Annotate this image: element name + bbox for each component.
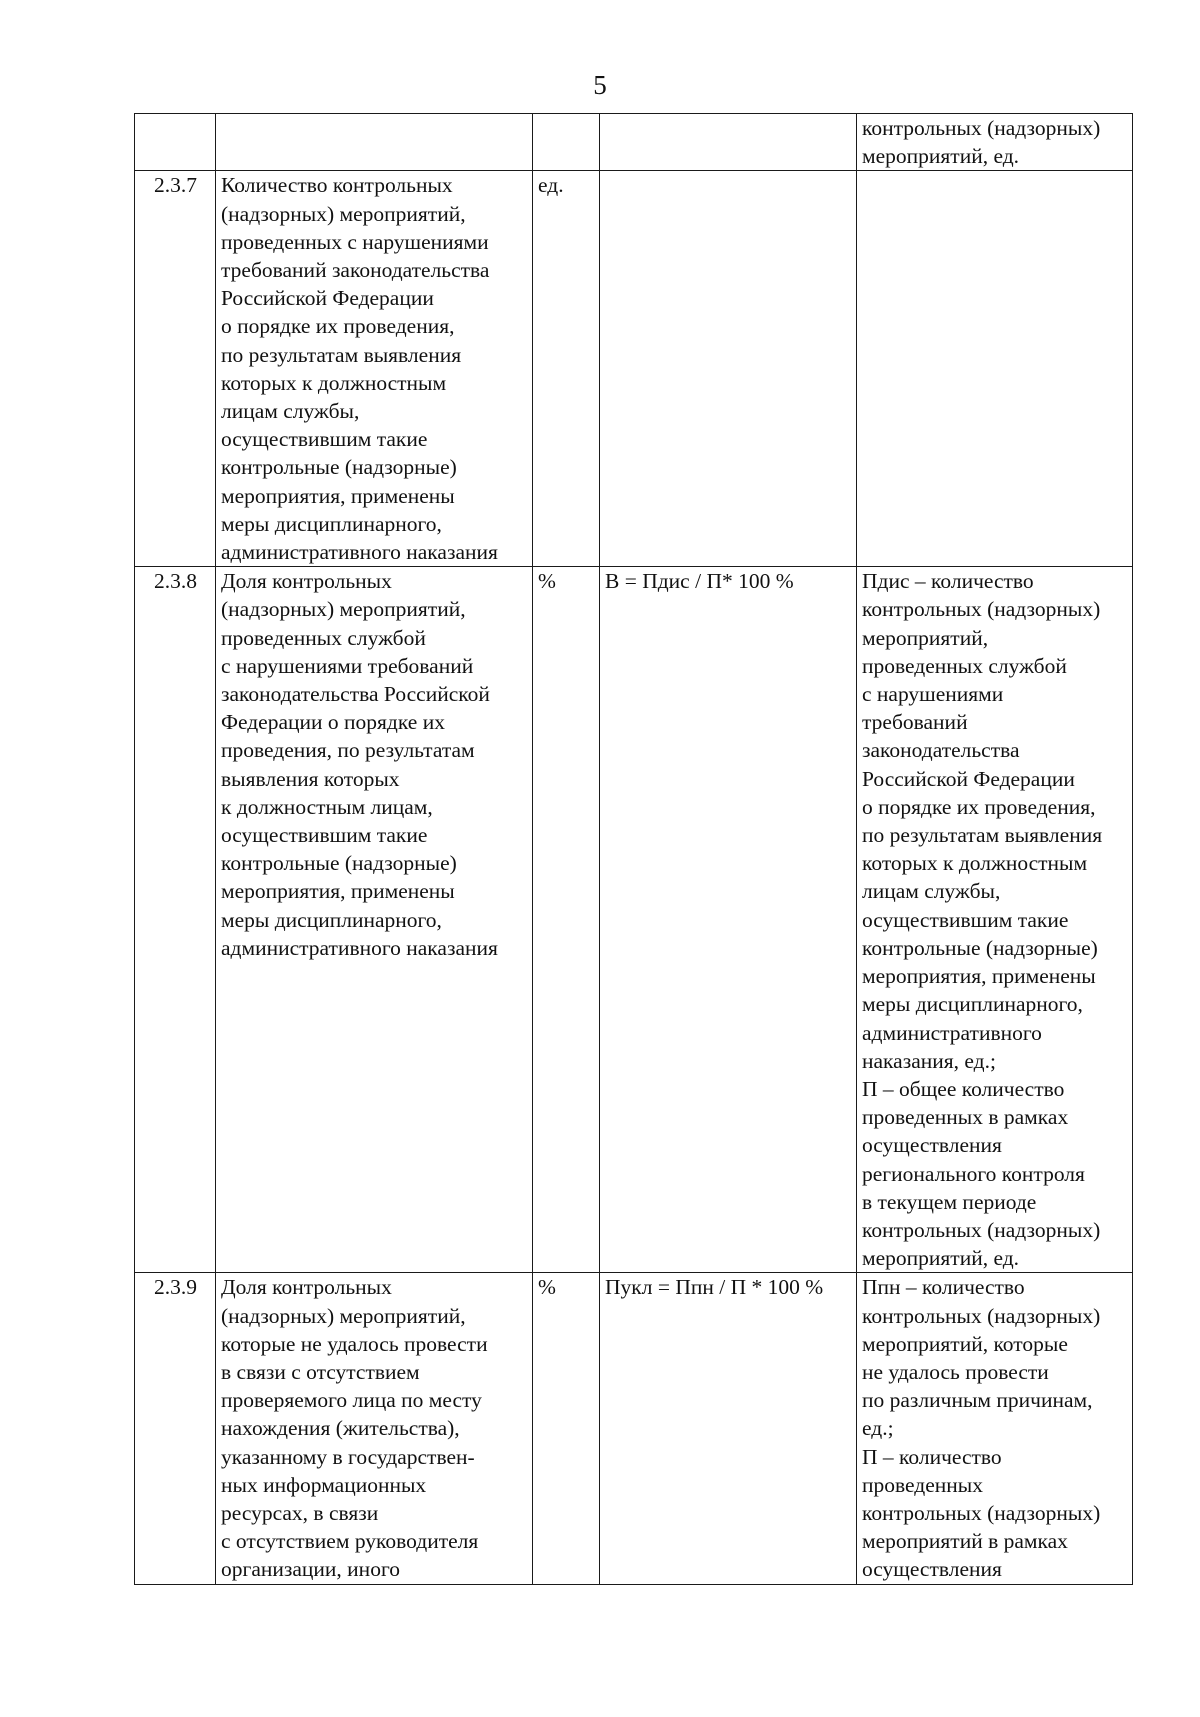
explanation-line: Ппн – количество [862, 1275, 1025, 1300]
explanation-line: лицам службы, [862, 879, 1001, 904]
explanation-line: Российской Федерации [862, 766, 1075, 791]
explanation-line: контрольных (надзорных) [862, 1500, 1101, 1525]
indicator-name-line: с нарушениями требований [221, 653, 474, 678]
indicator-name-line: организации, иного [221, 1557, 400, 1582]
cell-explanation [857, 171, 1133, 567]
indicator-name-line: осуществившим такие [221, 427, 428, 452]
explanation-line: в текущем периоде [862, 1189, 1037, 1214]
indicator-name-line: проведения, по результатам [221, 738, 475, 763]
explanation-line: о порядке их проведения, [862, 794, 1096, 819]
page-number: 5 [593, 70, 607, 100]
indicator-formula: В = Пдис / П* 100 % [605, 569, 794, 594]
indicator-unit: ед. [538, 173, 564, 198]
indicator-number: 2.3.8 [154, 569, 197, 594]
indicator-name-line: по результатам выявления [221, 342, 462, 367]
explanation-line: проведенных в рамках [862, 1105, 1069, 1130]
cell-indicator-name [216, 114, 533, 171]
explanation-line: по результатам выявления [862, 823, 1103, 848]
indicator-name-line: проведенных с нарушениями [221, 229, 489, 254]
cell-number [135, 114, 216, 171]
cell-indicator-name [216, 1273, 533, 1584]
indicator-name-line: которых к должностным [221, 370, 447, 395]
cell-formula [600, 567, 857, 1273]
explanation-line: требований [862, 710, 968, 735]
cell-explanation [857, 1273, 1133, 1584]
explanation-line: контрольных (надзорных) [862, 1303, 1101, 1328]
indicator-name-line: проведенных службой [221, 625, 426, 650]
indicator-name-line: ресурсах, в связи [221, 1500, 379, 1525]
explanation-line: Пдис – количество [862, 569, 1034, 594]
explanation-line: контрольных (надзорных) [862, 116, 1101, 140]
explanation-line: проведенных службой [862, 653, 1067, 678]
explanation-line: осуществления [862, 1133, 1002, 1158]
explanation-line: контрольных (надзорных) [862, 1217, 1101, 1242]
cell-number [135, 1273, 216, 1584]
indicator-name-line: о порядке их проведения, [221, 314, 455, 339]
indicators-table [134, 113, 1133, 1585]
cell-number [135, 567, 216, 1273]
cell-formula [600, 171, 857, 567]
cell-indicator-name [216, 171, 533, 567]
explanation-line: с нарушениями [862, 682, 1004, 707]
explanation-line: наказания, ед.; [862, 1048, 996, 1073]
indicator-name-line: контрольные (надзорные) [221, 851, 457, 876]
cell-formula [600, 114, 857, 171]
indicator-name-line: законодательства Российской [221, 682, 490, 707]
explanation-line: П – количество [862, 1444, 1002, 1469]
table-row [135, 1273, 1133, 1584]
explanation-line: административного [862, 1020, 1042, 1045]
indicator-name-line: к должностным лицам, [221, 794, 433, 819]
cell-unit [533, 567, 600, 1273]
explanation-line: мероприятий в рамках [862, 1529, 1068, 1554]
indicator-formula: Пукл = Ппн / П * 100 % [605, 1275, 824, 1300]
explanation-line: регионального контроля [862, 1161, 1085, 1186]
indicator-name-line: Доля контрольных [221, 1275, 392, 1300]
explanation-line: мероприятия, применены [862, 964, 1096, 989]
indicator-name-line: (надзорных) мероприятий, [221, 597, 466, 622]
indicator-name-line: указанному в государствен- [221, 1444, 475, 1469]
cell-formula [600, 1273, 857, 1584]
explanation-line: которых к должностным [862, 851, 1088, 876]
indicator-name-line: осуществившим такие [221, 823, 428, 848]
indicator-name-line: мероприятия, применены [221, 879, 455, 904]
indicator-name-line: ных информационных [221, 1472, 427, 1497]
explanation-line: проведенных [862, 1472, 983, 1497]
cell-explanation [857, 567, 1133, 1273]
indicator-name-line: административного наказания [221, 540, 498, 565]
indicator-number: 2.3.7 [154, 173, 197, 198]
cell-number [135, 171, 216, 567]
explanation-line: контрольные (надзорные) [862, 935, 1098, 960]
cell-unit [533, 114, 600, 171]
indicator-name-line: в связи с отсутствием [221, 1359, 420, 1384]
table-row [135, 171, 1133, 567]
indicator-name-line: проверяемого лица по месту [221, 1388, 482, 1413]
indicator-name-line: меры дисциплинарного, [221, 907, 442, 932]
explanation-line: контрольных (надзорных) [862, 597, 1101, 622]
table-row [135, 567, 1133, 1273]
cell-unit [533, 171, 600, 567]
table-row [135, 114, 1133, 171]
indicator-name-line: с отсутствием руководителя [221, 1529, 479, 1554]
indicator-name-line: Доля контрольных [221, 569, 392, 594]
indicator-unit: % [538, 1275, 556, 1300]
explanation-line: ед.; [862, 1416, 894, 1441]
indicator-name-line: меры дисциплинарного, [221, 511, 442, 536]
explanation-line: не удалось провести [862, 1359, 1049, 1384]
explanation-line: мероприятий, [862, 625, 989, 650]
indicator-name-line: выявления которых [221, 766, 400, 791]
cell-explanation [857, 114, 1133, 171]
indicator-name-line: которые не удалось провести [221, 1331, 488, 1356]
indicator-name-line: лицам службы, [221, 399, 360, 424]
indicator-unit: % [538, 569, 556, 594]
explanation-line: меры дисциплинарного, [862, 992, 1083, 1017]
explanation-line: мероприятий, ед. [862, 144, 1020, 169]
indicator-name-line: (надзорных) мероприятий, [221, 201, 466, 226]
indicator-name-line: (надзорных) мероприятий, [221, 1303, 466, 1328]
explanation-line: законодательства [862, 738, 1020, 763]
indicator-name-line: мероприятия, применены [221, 483, 455, 508]
indicator-name-line: нахождения (жительства), [221, 1416, 460, 1441]
indicator-name-line: контрольные (надзорные) [221, 455, 457, 480]
explanation-line: мероприятий, ед. [862, 1246, 1020, 1271]
explanation-line: осуществившим такие [862, 907, 1069, 932]
indicator-name-line: требований законодательства [221, 258, 490, 283]
indicator-name-line: Федерации о порядке их [221, 710, 445, 735]
cell-unit [533, 1273, 600, 1584]
explanation-line: осуществления [862, 1557, 1002, 1582]
explanation-line: П – общее количество [862, 1076, 1065, 1101]
explanation-line: мероприятий, которые [862, 1331, 1068, 1356]
explanation-line: по различным причинам, [862, 1388, 1093, 1413]
cell-indicator-name [216, 567, 533, 1273]
indicator-name-line: Российской Федерации [221, 286, 434, 311]
indicator-name-line: административного наказания [221, 935, 498, 960]
indicator-number: 2.3.9 [154, 1275, 197, 1300]
indicator-name-line: Количество контрольных [221, 173, 453, 198]
